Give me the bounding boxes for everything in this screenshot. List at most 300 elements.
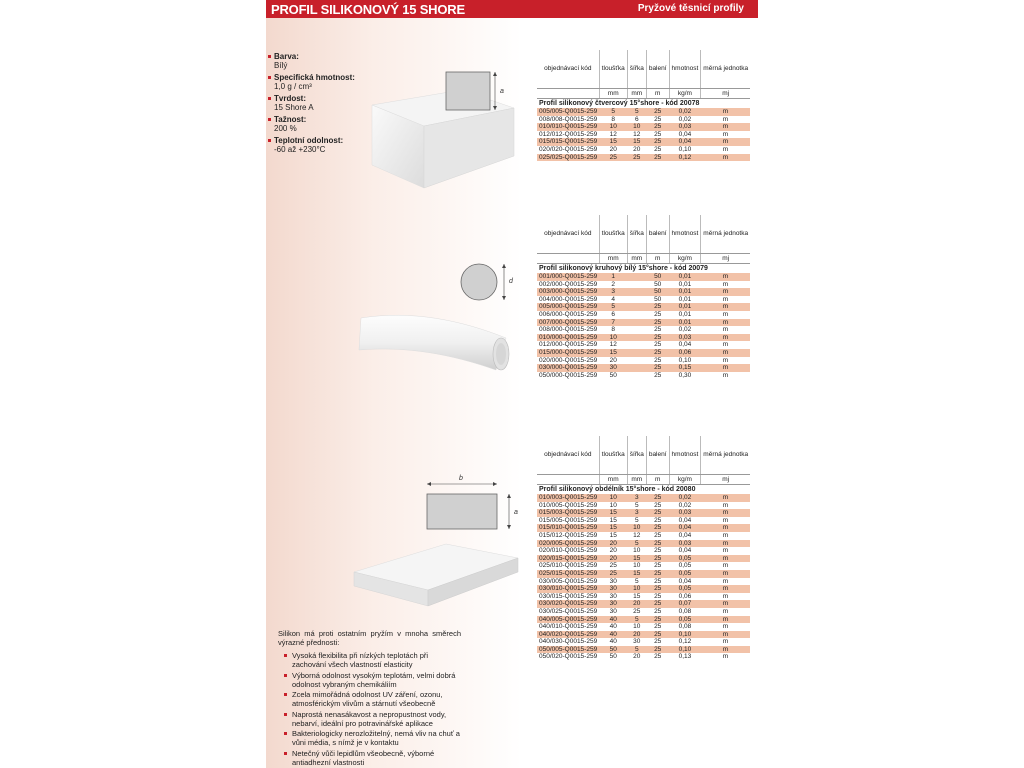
advantage-item: Netečný vůči lepidlům všeobecně, výborné antiadhezní vlastnosti [292, 749, 461, 767]
value-cell: 25 [646, 646, 669, 654]
value-cell: 3 [627, 494, 646, 502]
table-caption: Profil silikonový obdélník 15°shore - kód 20080 [539, 485, 696, 493]
value-cell: 25 [646, 524, 669, 532]
order-code-cell: 050/000-Q0015-259 [539, 371, 598, 379]
table-row [537, 372, 750, 380]
value-cell: m [701, 646, 750, 654]
table-row [537, 494, 750, 502]
dimension-a-label: a [500, 88, 504, 95]
order-code-cell: 012/000-Q0015-259 [539, 341, 598, 349]
value-cell: 5 [627, 108, 646, 116]
table-row [537, 517, 750, 525]
property-color: Barva: Bílý [274, 52, 384, 70]
value-cell: 25 [646, 334, 669, 342]
order-code-cell: 040/030-Q0015-259 [539, 638, 598, 646]
value-cell: 15 [599, 349, 627, 357]
value-cell: m [722, 371, 729, 379]
value-cell: 25 [646, 303, 669, 311]
value-cell: 25 [599, 154, 627, 162]
value-cell: 0,04 [678, 130, 692, 138]
value-cell: 12 [633, 130, 641, 138]
table-row [537, 357, 750, 365]
value-cell: 5 [627, 616, 646, 624]
value-cell: 0,01 [669, 319, 701, 327]
table-row [537, 138, 750, 146]
value-cell: m [701, 288, 750, 296]
value-cell: 25 [654, 531, 662, 539]
table-caption: Profil silikonový kruhový bílý 15°shore - kód 20079 [539, 264, 708, 272]
value-cell: 0,08 [678, 607, 692, 615]
value-cell: 0,12 [669, 154, 701, 162]
value-cell: m [722, 310, 729, 318]
value-cell [627, 281, 646, 289]
value-cell: 25 [654, 371, 662, 379]
table-row [537, 608, 750, 616]
value-cell: m [701, 334, 750, 342]
advantage-item: Vysoká flexibilita při nízkých teplotách při zachování všech vlastností elasticity [292, 651, 461, 669]
silicone-advantages-note [278, 629, 461, 768]
value-cell: 30 [599, 585, 627, 593]
value-cell: 25 [654, 145, 662, 153]
rectangle-profile-image [346, 532, 526, 612]
table-row [537, 296, 750, 304]
value-cell: 25 [646, 123, 669, 131]
value-cell: 0,30 [678, 371, 692, 379]
value-cell: m [722, 577, 729, 585]
order-code-cell: 010/003-Q0015-259 [539, 494, 598, 501]
order-code-cell: 010/010-Q0015-259 [539, 123, 598, 131]
value-cell: m [722, 516, 729, 524]
value-cell: m [701, 570, 750, 578]
value-cell: 10 [599, 123, 627, 131]
catalog-page [266, 0, 758, 768]
table-row [537, 562, 750, 570]
value-cell: 50 [654, 280, 662, 288]
value-cell: 50 [646, 288, 669, 296]
value-cell: 0,12 [678, 638, 692, 646]
order-code-cell: 015/012-Q0015-259 [539, 531, 598, 539]
order-code-cell: 015/005-Q0015-259 [539, 516, 598, 524]
order-code-cell: 030/015-Q0015-259 [539, 592, 598, 600]
value-cell: 0,03 [669, 334, 701, 342]
value-cell: 25 [654, 310, 662, 318]
order-code-cell: 012/012-Q0015-259 [539, 130, 598, 138]
table-row [537, 311, 750, 319]
value-cell [627, 273, 646, 281]
table-row [537, 326, 750, 334]
value-cell: 3 [599, 288, 627, 296]
order-code-cell: 030/025-Q0015-259 [539, 607, 598, 615]
value-cell: 25 [654, 130, 662, 138]
page-subtitle: Pryžové těsnicí profily [637, 3, 744, 14]
value-cell: 25 [654, 607, 662, 615]
value-cell: 40 [599, 616, 627, 624]
table-rectangle-profile: objednávací kód tloušťka šířka balení hmotnost měrná jednotka mm mm m kg/m mj Profil silikonový obdélník 15°shore - kód 20080 010/003-Q0015-259 10 3 25 0,02 m 010/005-Q0015-259 10 5 25 0,02 m 015/003-Q0015-259 15 3 25 0,03 m 015/005-Q0015-259 15 5 25 0,04 m 015/010-Q0015-259 15 10 25 0,04 m 015/012-Q0015-259 15 12 25 0,04 m 020/005-Q0015-259 20 5 25 0,03 m 020/010-Q0015-259 20 10 25 0,04 m 020/015-Q0015-259 20 15 25 0,05 m 025/010-Q0015-259 25 10 25 0,05 m 025/015-Q0015-259 25 15 25 0,05 m 030/005-Q0015-259 30 5 25 0,04 m 030/010-Q0015-259 30 10 25 0,05 m 030/015-Q0015-259 30 15 25 0,06 m 030/020-Q0015-259 30 20 25 0,07 m 030/025-Q0015-259 30 25 25 0,08 m 040/005-Q0015-259 40 5 25 0,05 m 040/010-Q0015-259 40 10 25 0,08 m 040/020-Q0015-259 40 20 25 0,10 m 040/030-Q0015-259 40 30 25 0,12 m 050/005-Q0015-259 50 5 25 0,10 m 050/020-Q0015-259 50 20 25 0,13 m [537, 436, 750, 661]
value-cell: m [722, 562, 729, 570]
value-cell: 10 [633, 562, 641, 570]
order-code-cell: 030/020-Q0015-259 [539, 600, 598, 608]
table-row [537, 319, 750, 327]
value-cell: 10 [599, 334, 627, 342]
value-cell: m [701, 600, 750, 608]
value-cell: m [701, 509, 750, 517]
value-cell: 25 [654, 638, 662, 646]
value-cell: 10 [609, 501, 617, 509]
value-cell: 25 [654, 623, 662, 631]
value-cell: 25 [654, 356, 662, 364]
value-cell: 25 [646, 494, 669, 502]
table-row [537, 638, 750, 646]
value-cell: 15 [599, 524, 627, 532]
page-header [266, 0, 758, 18]
value-cell: 40 [609, 623, 617, 631]
table-row [537, 547, 750, 555]
value-cell: 25 [646, 616, 669, 624]
order-code-cell: 020/020-Q0015-259 [539, 145, 598, 153]
property-temperature: Teplotní odolnost: -60 až +230°C [274, 136, 384, 154]
value-cell: 25 [609, 562, 617, 570]
table-row [537, 653, 750, 661]
dimension-d-label: d [509, 278, 513, 285]
table-row [537, 288, 750, 296]
value-cell: 1 [599, 273, 627, 281]
table-row [537, 303, 750, 311]
value-cell: 25 [633, 607, 641, 615]
value-cell: m [701, 555, 750, 563]
order-code-cell: 040/020-Q0015-259 [539, 630, 598, 638]
order-code-cell: 030/005-Q0015-259 [539, 577, 598, 585]
value-cell: 0,03 [669, 540, 701, 548]
table-row [537, 341, 750, 349]
value-cell: 10 [633, 623, 641, 631]
value-cell: m [701, 303, 750, 311]
value-cell: 40 [599, 631, 627, 639]
rectangle-cross-section-diagram [421, 470, 531, 535]
value-cell: 3 [627, 509, 646, 517]
order-code-cell: 050/005-Q0015-259 [539, 645, 598, 653]
value-cell: 0,05 [669, 570, 701, 578]
order-code-cell: 008/008-Q0015-259 [539, 115, 598, 123]
order-code-cell: 040/005-Q0015-259 [539, 615, 598, 623]
value-cell: m [722, 115, 729, 123]
table-row [537, 570, 750, 578]
value-cell [627, 357, 646, 365]
value-cell: 0,02 [669, 108, 701, 116]
value-cell: 6 [634, 115, 639, 123]
value-cell: 25 [646, 154, 669, 162]
value-cell: 10 [627, 524, 646, 532]
value-cell: 50 [609, 653, 617, 661]
value-cell: 25 [646, 540, 669, 548]
value-cell [627, 326, 646, 334]
value-cell: 6 [611, 310, 616, 318]
advantage-item: Naprostá nenasákavost a nepropustnost vody, nebarví, ideální pro potravinářské aplikace [292, 710, 461, 728]
order-code-cell: 030/000-Q0015-259 [539, 364, 598, 372]
value-cell: 2 [611, 280, 616, 288]
property-density: Specifická hmotnost: 1,0 g / cm³ [274, 73, 384, 91]
value-cell: m [722, 607, 729, 615]
value-cell: 15 [609, 531, 617, 539]
value-cell: m [701, 273, 750, 281]
value-cell: 7 [599, 319, 627, 327]
advantage-item: Výborná odolnost vysokým teplotám, velmi dobrá odolnost vybraným chemikáliím [292, 671, 461, 689]
order-code-cell: 015/000-Q0015-259 [539, 348, 598, 356]
value-cell: 0,15 [669, 364, 701, 372]
value-cell: 30 [633, 638, 641, 646]
value-cell: 20 [633, 653, 641, 661]
round-profile-image [351, 298, 521, 383]
value-cell: 10 [633, 547, 641, 555]
value-cell: 0,10 [678, 356, 692, 364]
value-cell [627, 372, 646, 380]
value-cell: 0,06 [669, 349, 701, 357]
value-cell: 20 [633, 145, 641, 153]
order-code-cell: 005/005-Q0015-259 [539, 108, 598, 115]
value-cell [627, 319, 646, 327]
order-code-cell: 006/000-Q0015-259 [539, 310, 598, 318]
value-cell [627, 296, 646, 304]
value-cell: 0,10 [678, 145, 692, 153]
table-row [537, 623, 750, 631]
value-cell: 25 [627, 154, 646, 162]
value-cell: 5 [634, 501, 639, 509]
value-cell: 25 [646, 600, 669, 608]
value-cell: 0,01 [678, 310, 692, 318]
value-cell: 5 [627, 540, 646, 548]
value-cell: 0,02 [678, 501, 692, 509]
value-cell: 25 [646, 570, 669, 578]
value-cell: 0,04 [669, 524, 701, 532]
value-cell: m [701, 494, 750, 502]
table-caption: Profil silikonový čtvercový 15°shore - kód 20078 [539, 99, 700, 107]
value-cell: 0,04 [669, 138, 701, 146]
value-cell: 5 [634, 577, 639, 585]
value-cell: 0,04 [678, 341, 692, 349]
value-cell: 0,01 [669, 273, 701, 281]
value-cell: 25 [654, 115, 662, 123]
value-cell: 25 [646, 138, 669, 146]
value-cell: m [722, 623, 729, 631]
value-cell: 20 [599, 555, 627, 563]
value-cell: m [722, 501, 729, 509]
value-cell: 0,05 [678, 562, 692, 570]
value-cell: 40 [609, 638, 617, 646]
dimension-a2-label: a [514, 509, 518, 516]
order-code-cell: 020/005-Q0015-259 [539, 539, 598, 547]
order-code-cell: 015/010-Q0015-259 [539, 524, 598, 532]
value-cell: 0,10 [669, 631, 701, 639]
table-row [537, 631, 750, 639]
table-row [537, 281, 750, 289]
table-row [537, 646, 750, 654]
value-cell: 0,01 [678, 280, 692, 288]
value-cell: 30 [599, 600, 627, 608]
value-cell: 20 [609, 547, 617, 555]
value-cell: 5 [599, 108, 627, 116]
advantage-item: Zcela mimořádná odolnost UV záření, ozonu, atmosférickým vlivům a stárnutí všeobecně [292, 690, 461, 708]
value-cell: 25 [646, 509, 669, 517]
value-cell: 25 [646, 364, 669, 372]
value-cell: 25 [654, 577, 662, 585]
value-cell: 0,05 [669, 555, 701, 563]
value-cell: 25 [654, 547, 662, 555]
table-row [537, 600, 750, 608]
value-cell: 50 [599, 646, 627, 654]
value-cell: 25 [654, 592, 662, 600]
value-cell: 0,13 [678, 653, 692, 661]
value-cell: 15 [609, 516, 617, 524]
order-code-cell: 020/000-Q0015-259 [539, 356, 598, 364]
order-code-cell: 020/010-Q0015-259 [539, 547, 598, 555]
order-code-cell: 025/015-Q0015-259 [539, 569, 598, 577]
value-cell: m [722, 326, 729, 334]
value-cell: 0,01 [669, 303, 701, 311]
table-row [537, 334, 750, 342]
value-cell: m [701, 540, 750, 548]
value-cell: 15 [599, 509, 627, 517]
value-cell: 25 [599, 570, 627, 578]
value-cell: 25 [646, 555, 669, 563]
value-cell: 30 [609, 607, 617, 615]
order-code-cell: 002/000-Q0015-259 [539, 280, 598, 288]
order-code-cell: 003/000-Q0015-259 [539, 288, 598, 296]
table-row [537, 585, 750, 593]
note-intro: Silikon má proti ostatním pryžím v mnoha směrech výrazné přednosti: [278, 629, 461, 647]
order-code-cell: 010/000-Q0015-259 [539, 333, 598, 341]
table-row [537, 555, 750, 563]
table-round-profile: objednávací kód tloušťka šířka balení hmotnost měrná jednotka mm mm m kg/m mj Profil silikonový kruhový bílý 15°shore - kód 20079 001/000-Q0015-259 1 50 0,01 m 002/000-Q0015-259 2 50 0,01 m 003/000-Q0015-259 3 50 0,01 m 004/000-Q0015-259 4 50 0,01 m 005/000-Q0015-259 5 25 0,01 m 006/000-Q0015-259 6 25 0,01 m 007/000-Q0015-259 7 25 0,01 m 008/000-Q0015-259 8 25 0,02 m 010/000-Q0015-259 10 25 0,03 m 012/000-Q0015-259 12 25 0,04 m 015/000-Q0015-259 15 25 0,06 m 020/000-Q0015-259 20 25 0,10 m 030/000-Q0015-259 30 25 0,15 m 050/000-Q0015-259 50 25 0,30 m [537, 215, 750, 379]
value-cell: 20 [627, 600, 646, 608]
value-cell: 10 [627, 123, 646, 131]
value-cell: 25 [646, 319, 669, 327]
table-row [537, 616, 750, 624]
value-cell: 0,04 [678, 516, 692, 524]
page-title: PROFIL SILIKONOVÝ 15 SHORE [271, 2, 465, 17]
value-cell: m [701, 631, 750, 639]
table-row [537, 116, 750, 124]
value-cell: 20 [627, 631, 646, 639]
advantages-list [278, 651, 461, 767]
value-cell: 50 [609, 371, 617, 379]
value-cell: 5 [627, 646, 646, 654]
value-cell: 0,06 [678, 592, 692, 600]
value-cell: 10 [599, 494, 627, 502]
table-row [537, 578, 750, 586]
value-cell: 0,05 [669, 585, 701, 593]
table-row [537, 146, 750, 154]
property-hardness: Tvrdost: 15 Shore A [274, 94, 384, 112]
value-cell: m [701, 123, 750, 131]
value-cell: 10 [627, 585, 646, 593]
value-cell [627, 334, 646, 342]
value-cell: 20 [609, 145, 617, 153]
table-row [537, 131, 750, 139]
property-elongation: Tažnost: 200 % [274, 115, 384, 133]
table-square-profile: objednávací kód tloušťka šířka balení hmotnost měrná jednotka mm mm m kg/m mj Profil silikonový čtvercový 15°shore - kód 20078 005/005-Q0015-259 5 5 25 0,02 m 008/008-Q0015-259 8 6 25 0,02 m 010/010-Q0015-259 10 10 25 0,03 m 012/012-Q0015-259 12 12 25 0,04 m 015/015-Q0015-259 15 15 25 0,04 m 020/020-Q0015-259 20 20 25 0,10 m 025/025-Q0015-259 25 25 25 0,12 m [537, 50, 750, 161]
value-cell: 8 [611, 326, 616, 334]
value-cell: m [722, 145, 729, 153]
value-cell: m [722, 295, 729, 303]
order-code-cell: 001/000-Q0015-259 [539, 273, 598, 280]
value-cell: 0,03 [669, 509, 701, 517]
order-code-cell: 025/025-Q0015-259 [539, 153, 598, 161]
table-row [537, 593, 750, 601]
value-cell: 25 [654, 501, 662, 509]
value-cell: m [722, 592, 729, 600]
table-row [537, 273, 750, 281]
value-cell: 0,02 [669, 494, 701, 502]
value-cell: m [701, 616, 750, 624]
value-cell: 0,02 [678, 326, 692, 334]
value-cell: m [701, 108, 750, 116]
value-cell: m [701, 138, 750, 146]
value-cell: m [722, 280, 729, 288]
value-cell: 4 [611, 295, 616, 303]
value-cell: m [701, 585, 750, 593]
value-cell: 15 [627, 138, 646, 146]
value-cell: 30 [599, 364, 627, 372]
value-cell: m [722, 531, 729, 539]
table-row [537, 524, 750, 532]
value-cell [627, 364, 646, 372]
value-cell [627, 288, 646, 296]
value-cell: m [701, 524, 750, 532]
value-cell: m [722, 356, 729, 364]
value-cell: m [722, 341, 729, 349]
order-code-cell: 030/010-Q0015-259 [539, 585, 598, 593]
value-cell: 0,08 [678, 623, 692, 631]
value-cell: 15 [627, 570, 646, 578]
value-cell: 0,01 [678, 295, 692, 303]
value-cell: 0,04 [678, 547, 692, 555]
value-cell: 50 [646, 273, 669, 281]
table-row [537, 540, 750, 548]
value-cell: 0,02 [678, 115, 692, 123]
value-cell: 0,04 [678, 577, 692, 585]
order-code-cell: 020/015-Q0015-259 [539, 554, 598, 562]
value-cell: 0,10 [669, 646, 701, 654]
value-cell: 25 [654, 341, 662, 349]
value-cell: 5 [634, 516, 639, 524]
value-cell: 0,03 [669, 123, 701, 131]
table-row [537, 364, 750, 372]
value-cell: 25 [654, 516, 662, 524]
order-code-cell: 050/020-Q0015-259 [539, 653, 598, 661]
value-cell: 0,07 [669, 600, 701, 608]
order-code-cell: 005/000-Q0015-259 [539, 303, 598, 311]
value-cell: 0,05 [669, 616, 701, 624]
value-cell: 20 [599, 540, 627, 548]
value-cell: 0,01 [669, 288, 701, 296]
value-cell: 25 [646, 108, 669, 116]
order-code-cell: 040/010-Q0015-259 [539, 623, 598, 631]
value-cell [627, 311, 646, 319]
order-code-cell: 010/005-Q0015-259 [539, 501, 598, 509]
value-cell: 15 [633, 592, 641, 600]
order-code-cell: 008/000-Q0015-259 [539, 326, 598, 334]
value-cell: m [701, 349, 750, 357]
value-cell: 50 [654, 295, 662, 303]
value-cell: 25 [654, 562, 662, 570]
table-row [537, 154, 750, 162]
table-row [537, 108, 750, 116]
value-cell: 5 [599, 303, 627, 311]
value-cell: 0,04 [678, 531, 692, 539]
table-row [537, 509, 750, 517]
value-cell: 25 [646, 585, 669, 593]
value-cell: 15 [627, 555, 646, 563]
value-cell: 30 [609, 577, 617, 585]
